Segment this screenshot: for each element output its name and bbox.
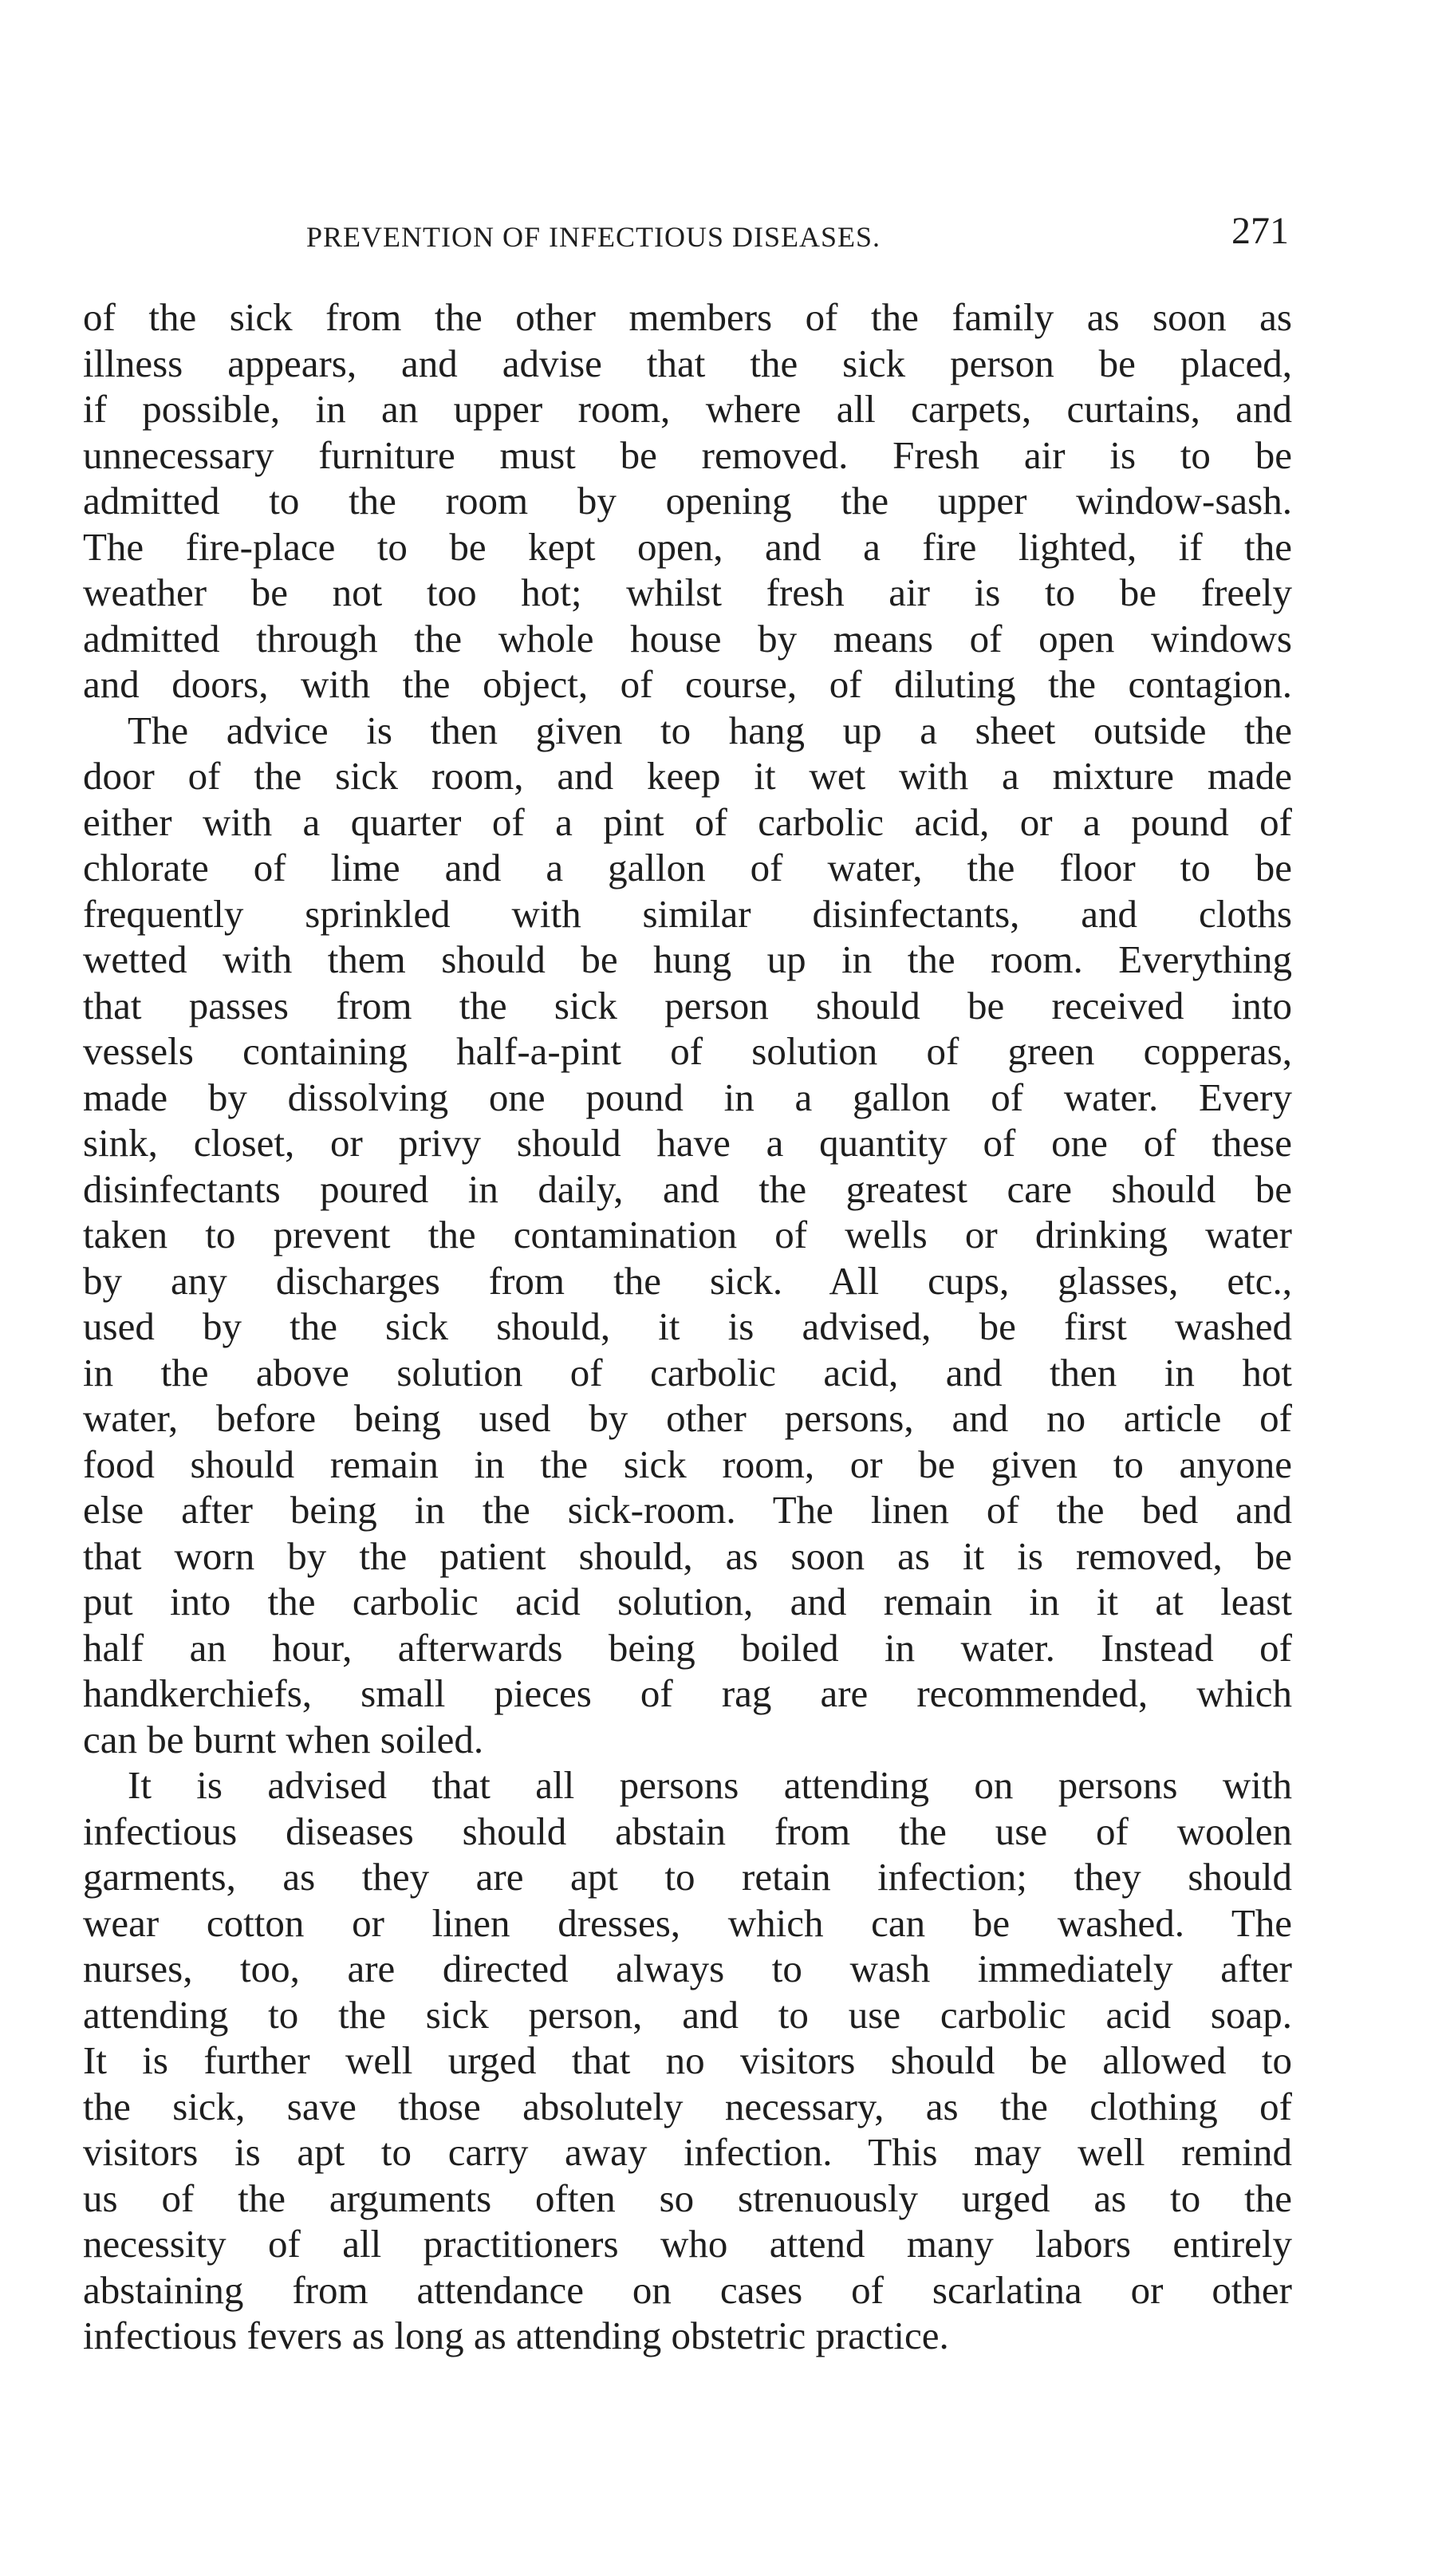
text-line: The fire-place to be kept open, and a fire lighted, if the [83, 524, 1292, 569]
text-line: garments, as they are apt to retain infection; they should [83, 1855, 1292, 1899]
text-line: used by the sick should, it is advised, be first washed [83, 1304, 1292, 1348]
text-line: else after being in the sick-room. The linen of the bed and [83, 1488, 1292, 1532]
text-line: vessels containing half-a-pint of solution of green copperas, [83, 1029, 1292, 1073]
text-line: in the above solution of carbolic acid, and then in hot [83, 1350, 1292, 1395]
text-line: disinfectants poured in daily, and the greatest care should be [83, 1166, 1292, 1211]
text-line: food should remain in the sick room, or be given to anyone [83, 1442, 1292, 1486]
text-line: that worn by the patient should, as soon as it is removed, be [83, 1533, 1292, 1578]
running-head [83, 209, 1289, 265]
text-line: abstaining from attendance on cases of scarlatina or other [83, 2267, 1292, 2312]
text-line: It is advised that all persons attending on persons with [128, 1763, 1292, 1807]
text-line: that passes from the sick person should be received into [83, 983, 1292, 1028]
text-line: by any discharges from the sick. All cups, glasses, etc., [83, 1258, 1292, 1303]
text-line: door of the sick room, and keep it wet with a mixture made [83, 754, 1292, 798]
text-line: handkerchiefs, small pieces of rag are recommended, which [83, 1671, 1292, 1715]
page-number: 271 [1231, 210, 1289, 252]
text-line: The advice is then given to hang up a sheet outside the [128, 708, 1292, 752]
text-line: half an hour, afterwards being boiled in water. Instead of [83, 1625, 1292, 1670]
text-line: unnecessary furniture must be removed. Fresh air is to be [83, 432, 1292, 477]
text-line: weather be not too hot; whilst fresh air is to be freely [83, 570, 1292, 614]
text-line: sink, closet, or privy should have a quantity of one of these [83, 1121, 1292, 1165]
text-line: nurses, too, are directed always to wash immediately after [83, 1947, 1292, 1990]
text-line: admitted through the whole house by means of open windows [83, 616, 1292, 661]
text-line: and doors, with the object, of course, of diluting the contagion. [83, 662, 1292, 706]
running-title: PREVENTION OF INFECTIOUS DISEASES. [306, 221, 881, 253]
paragraph-3 [83, 1762, 1292, 2359]
text-line: visitors is apt to carry away infection. This may well remind [83, 2130, 1292, 2174]
text-line: taken to prevent the contamination of wells or drinking water [83, 1213, 1292, 1256]
text-line: admitted to the room by opening the upper window-sash. [83, 479, 1292, 523]
text-line: infectious fevers as long as attending obstetric practice. [83, 2314, 949, 2357]
text-line: frequently sprinkled with similar disinfectants, and cloths [83, 891, 1292, 936]
text-line: if possible, in an upper room, where all carpets, curtains, and [83, 387, 1292, 431]
body-text [83, 294, 1292, 2359]
text-line: attending to the sick person, and to use carbolic acid soap. [83, 1992, 1292, 2037]
text-line: necessity of all practitioners who attend many labors entirely [83, 2222, 1292, 2266]
text-line: us of the arguments often so strenuously urged as to the [83, 2176, 1292, 2220]
text-line: can be burnt when soiled. [83, 1717, 484, 1761]
text-line: wear cotton or linen dresses, which can be washed. The [83, 1900, 1292, 1945]
text-line: put into the carbolic acid solution, and remain in it at least [83, 1580, 1292, 1623]
paragraph-1 [83, 294, 1292, 708]
paragraph-2 [83, 708, 1292, 1763]
text-line: illness appears, and advise that the sick person be placed, [83, 341, 1292, 385]
text-line: the sick, save those absolutely necessary, as the clothing of [83, 2084, 1292, 2128]
text-line: made by dissolving one pound in a gallon of water. Every [83, 1075, 1292, 1119]
text-line: either with a quarter of a pint of carbolic acid, or a pound of [83, 799, 1292, 844]
text-line: It is further well urged that no visitors should be allowed to [83, 2038, 1292, 2082]
text-line: of the sick from the other members of the family as soon as [83, 295, 1292, 339]
text-line: chlorate of lime and a gallon of water, the floor to be [83, 846, 1292, 890]
text-line: wetted with them should be hung up in the room. Everything [83, 937, 1292, 981]
text-line: water, before being used by other persons, and no article of [83, 1396, 1292, 1440]
text-line: infectious diseases should abstain from the use of woolen [83, 1809, 1292, 1853]
